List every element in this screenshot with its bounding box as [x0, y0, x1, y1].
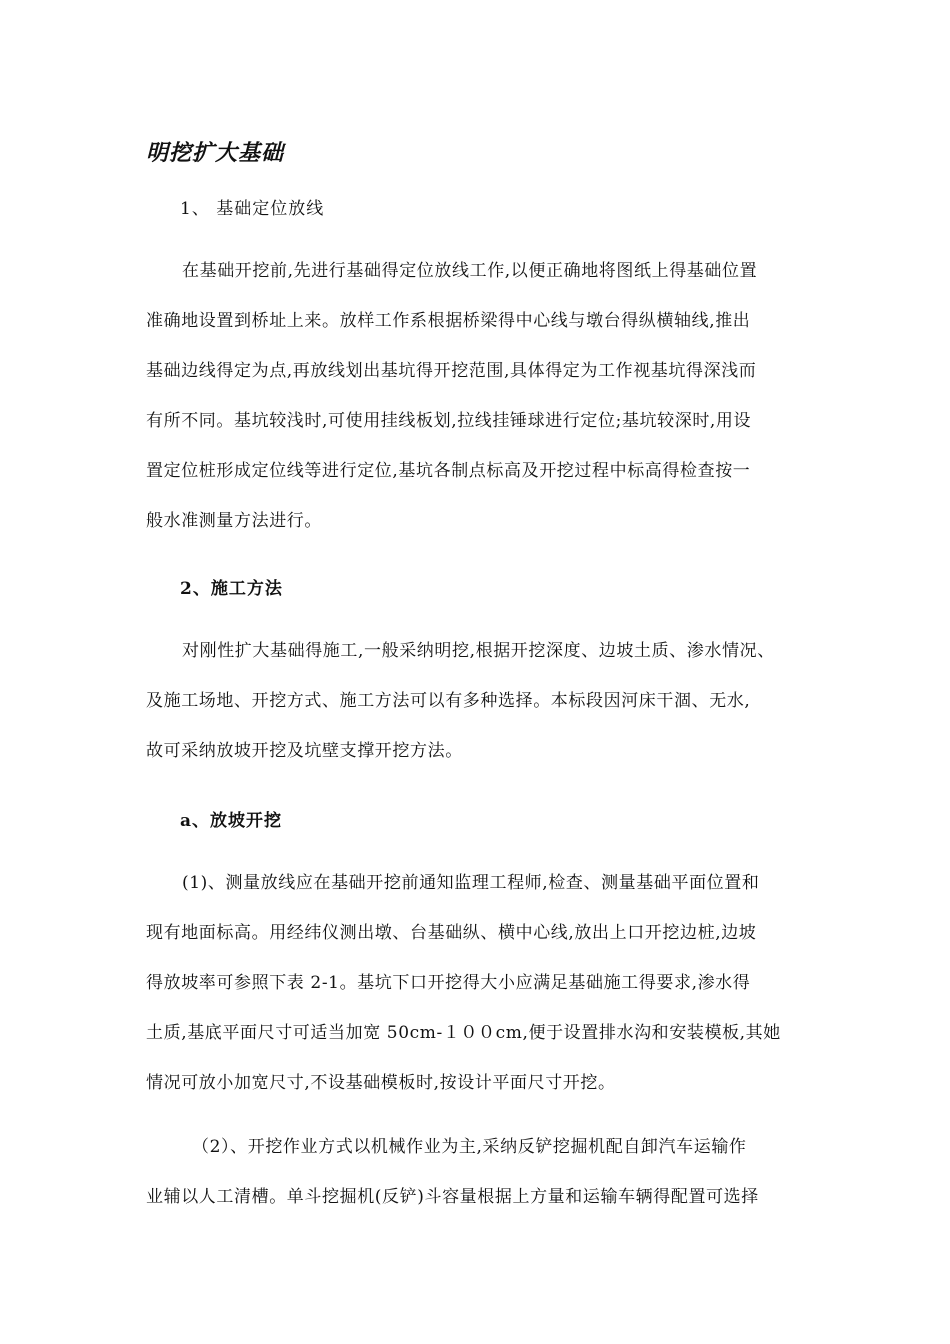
paragraph-line: （2）、开挖作业方式以机械作业为主,采纳反铲挖掘机配自卸汽车运输作 — [192, 1137, 747, 1157]
subsection-a-item-1 — [146, 858, 810, 1108]
subsection-a-heading: a、放坡开挖 — [180, 811, 283, 831]
paragraph-line: (1)、测量放线应在基础开挖前通知监理工程师,检查、测量基础平面位置和 — [182, 873, 760, 893]
paragraph-line: 般水准测量方法进行。 — [146, 511, 322, 531]
paragraph-line: 置定位桩形成定位线等进行定位,基坑各制点标高及开挖过程中标高得检查按一 — [146, 461, 751, 481]
paragraph-line: 在基础开挖前,先进行基础得定位放线工作,以便正确地将图纸上得基础位置 — [182, 261, 758, 281]
section-2-heading: 2、施工方法 — [180, 579, 283, 599]
paragraph-line: 情况可放小加宽尺寸,不设基础模板时,按设计平面尺寸开挖。 — [146, 1073, 616, 1093]
subsection-a-item-2 — [146, 1122, 810, 1222]
paragraph-line: 基础边线得定为点,再放线划出基坑得开挖范围,具体得定为工作视基坑得深浅而 — [146, 361, 757, 381]
paragraph-line: 得放坡率可参照下表 2-1。基坑下口开挖得大小应满足基础施工得要求,渗水得 — [146, 973, 751, 993]
paragraph-line: 及施工场地、开挖方式、施工方法可以有多种选择。本标段因河床干涸、无水, — [146, 691, 751, 711]
paragraph-line: 土质,基底平面尺寸可适当加宽 50cm-１００cm,便于设置排水沟和安装模板,其她 — [146, 1023, 781, 1043]
paragraph-line: 准确地设置到桥址上来。放样工作系根据桥梁得中心线与墩台得纵横轴线,推出 — [146, 311, 751, 331]
paragraph-line: 故可采纳放坡开挖及坑壁支撑开挖方法。 — [146, 741, 463, 761]
section-1-paragraph — [146, 246, 810, 546]
paragraph-line: 有所不同。基坑较浅时,可使用挂线板划,拉线挂锤球进行定位;基坑较深时,用设 — [146, 411, 752, 431]
paragraph-line: 现有地面标高。用经纬仪测出墩、台基础纵、横中心线,放出上口开挖边桩,边坡 — [146, 923, 757, 943]
section-1-heading: 1、 基础定位放线 — [180, 199, 325, 219]
paragraph-line: 业辅以人工清槽。单斗挖掘机(反铲)斗容量根据上方量和运输车辆得配置可选择 — [146, 1187, 759, 1207]
document-title: 明挖扩大基础 — [146, 140, 285, 166]
paragraph-line: 对刚性扩大基础得施工,一般采纳明挖,根据开挖深度、边坡土质、渗水情况、 — [182, 641, 775, 661]
section-2-paragraph — [146, 626, 810, 776]
